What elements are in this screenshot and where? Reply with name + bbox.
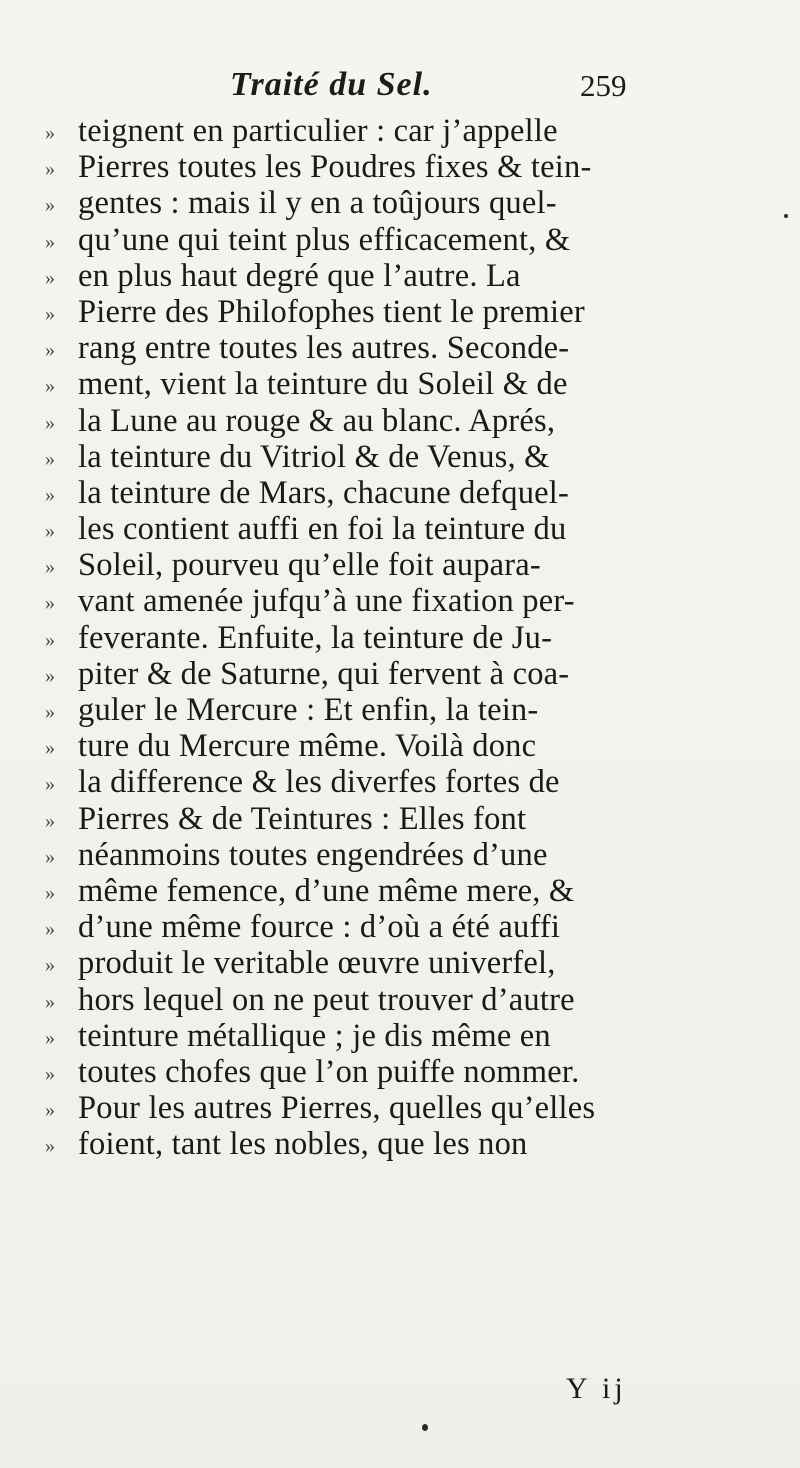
line-text: la Lune au rouge & au blanc. Aprés, — [78, 402, 556, 439]
text-line — [0, 945, 800, 981]
margin-ink-dot — [784, 214, 788, 218]
text-line — [0, 294, 800, 330]
quote-mark: » — [45, 556, 55, 579]
quote-mark: » — [45, 990, 55, 1013]
text-line — [0, 764, 800, 800]
quote-mark: » — [45, 773, 55, 796]
page-number: 259 — [580, 68, 627, 103]
line-text: teignent en particulier : car j’appelle — [78, 113, 558, 149]
text-line — [0, 258, 800, 294]
quote-mark: » — [45, 1099, 55, 1122]
line-text: guler le Mercure : Et enfin, la tein- — [78, 692, 539, 728]
text-line — [0, 656, 800, 692]
quote-mark: » — [45, 664, 55, 687]
line-text: toutes chofes que l’on puiffe nommer. — [78, 1053, 580, 1090]
quote-mark: » — [45, 194, 55, 217]
signature-mark: Y ij — [566, 1372, 627, 1405]
text-line — [0, 1126, 800, 1162]
text-line — [0, 692, 800, 728]
quote-mark: » — [45, 628, 55, 651]
line-text: en plus haut degré que l’autre. La — [78, 257, 521, 294]
line-text: piter & de Saturne, qui fervent à coa- — [78, 655, 570, 692]
line-text: foient, tant les nobles, que les non — [78, 1126, 528, 1163]
text-line — [0, 837, 800, 873]
line-text: gentes : mais il y en a toûjours quel- — [78, 185, 557, 222]
line-text: néanmoins toutes engendrées d’une — [78, 836, 548, 873]
quote-mark: » — [45, 447, 55, 470]
quote-mark: » — [45, 1026, 55, 1049]
text-line — [0, 439, 800, 475]
line-text: les contient auffi en foi la teinture du — [78, 511, 567, 548]
text-line — [0, 475, 800, 511]
text-line — [0, 185, 800, 221]
line-text: la teinture de Mars, chacune defquel- — [78, 474, 570, 511]
text-line — [0, 1090, 800, 1126]
quote-mark: » — [45, 954, 55, 977]
text-line — [0, 366, 800, 402]
running-title: Traité du Sel. — [230, 66, 433, 103]
line-text: qu’une qui teint plus efficacement, & — [78, 221, 571, 258]
line-text: teinture métallique ; je dis même en — [78, 1017, 551, 1054]
text-line — [0, 982, 800, 1018]
text-line — [0, 728, 800, 764]
line-text: feverante. Enfuite, la teinture de Ju- — [78, 619, 553, 656]
line-text: hors lequel on ne peut trouver d’autre — [78, 981, 575, 1018]
line-text: rang entre toutes les autres. Seconde- — [78, 330, 570, 367]
text-line — [0, 222, 800, 258]
quote-mark: » — [45, 266, 55, 289]
quote-mark: » — [45, 1135, 55, 1158]
line-text: ture du Mercure même. Voilà donc — [78, 728, 537, 765]
text-line — [0, 873, 800, 909]
quote-mark: » — [45, 230, 55, 253]
quote-mark: » — [45, 737, 55, 760]
text-line — [0, 511, 800, 547]
quote-mark: » — [45, 122, 55, 144]
quote-mark: » — [45, 592, 55, 615]
line-text: d’une même fource : d’où a été auffi — [78, 909, 561, 946]
text-line — [0, 801, 800, 837]
text-line — [0, 583, 800, 619]
text-line — [0, 330, 800, 366]
text-line — [0, 547, 800, 583]
text-line — [0, 1054, 800, 1090]
quote-mark: » — [45, 520, 55, 543]
line-text: Pierres & de Teintures : Elles font — [78, 800, 527, 837]
quote-mark: » — [45, 881, 55, 904]
line-text: la teinture du Vitriol & de Venus, & — [78, 438, 550, 475]
text-line — [0, 113, 800, 149]
quote-mark: » — [45, 375, 55, 398]
quote-mark: » — [45, 158, 55, 181]
quote-mark: » — [45, 701, 55, 723]
text-line — [0, 403, 800, 439]
line-text: produit le veritable œuvre univerfel, — [78, 945, 556, 982]
line-text: la difference & les diverfes fortes de — [78, 764, 560, 801]
quote-mark: » — [45, 483, 55, 506]
text-line — [0, 1018, 800, 1054]
line-text: même femence, d’une même mere, & — [78, 872, 575, 909]
running-head — [0, 66, 800, 114]
line-text: Pierres toutes les Poudres fixes & tein- — [78, 149, 592, 186]
text-line — [0, 149, 800, 185]
quote-mark: » — [45, 339, 55, 362]
bottom-ink-dot — [422, 1424, 428, 1431]
text-line — [0, 620, 800, 656]
quote-mark: » — [45, 809, 55, 832]
line-text: Pour les autres Pierres, quelles qu’elles — [78, 1090, 596, 1127]
line-text: Soleil, pourveu qu’elle foit aupara- — [78, 547, 541, 584]
quote-mark: » — [45, 411, 55, 434]
quote-mark: » — [45, 1062, 55, 1085]
line-text: vant amenée jufqu’à une fixation per- — [78, 583, 575, 620]
body-text — [0, 113, 800, 1373]
quote-mark: » — [45, 918, 55, 941]
text-line — [0, 909, 800, 945]
quote-mark: » — [45, 845, 55, 868]
line-text: ment, vient la teinture du Soleil & de — [78, 366, 568, 403]
quote-mark: » — [45, 302, 55, 325]
line-text: Pierre des Philofophes tient le premier — [78, 293, 585, 330]
